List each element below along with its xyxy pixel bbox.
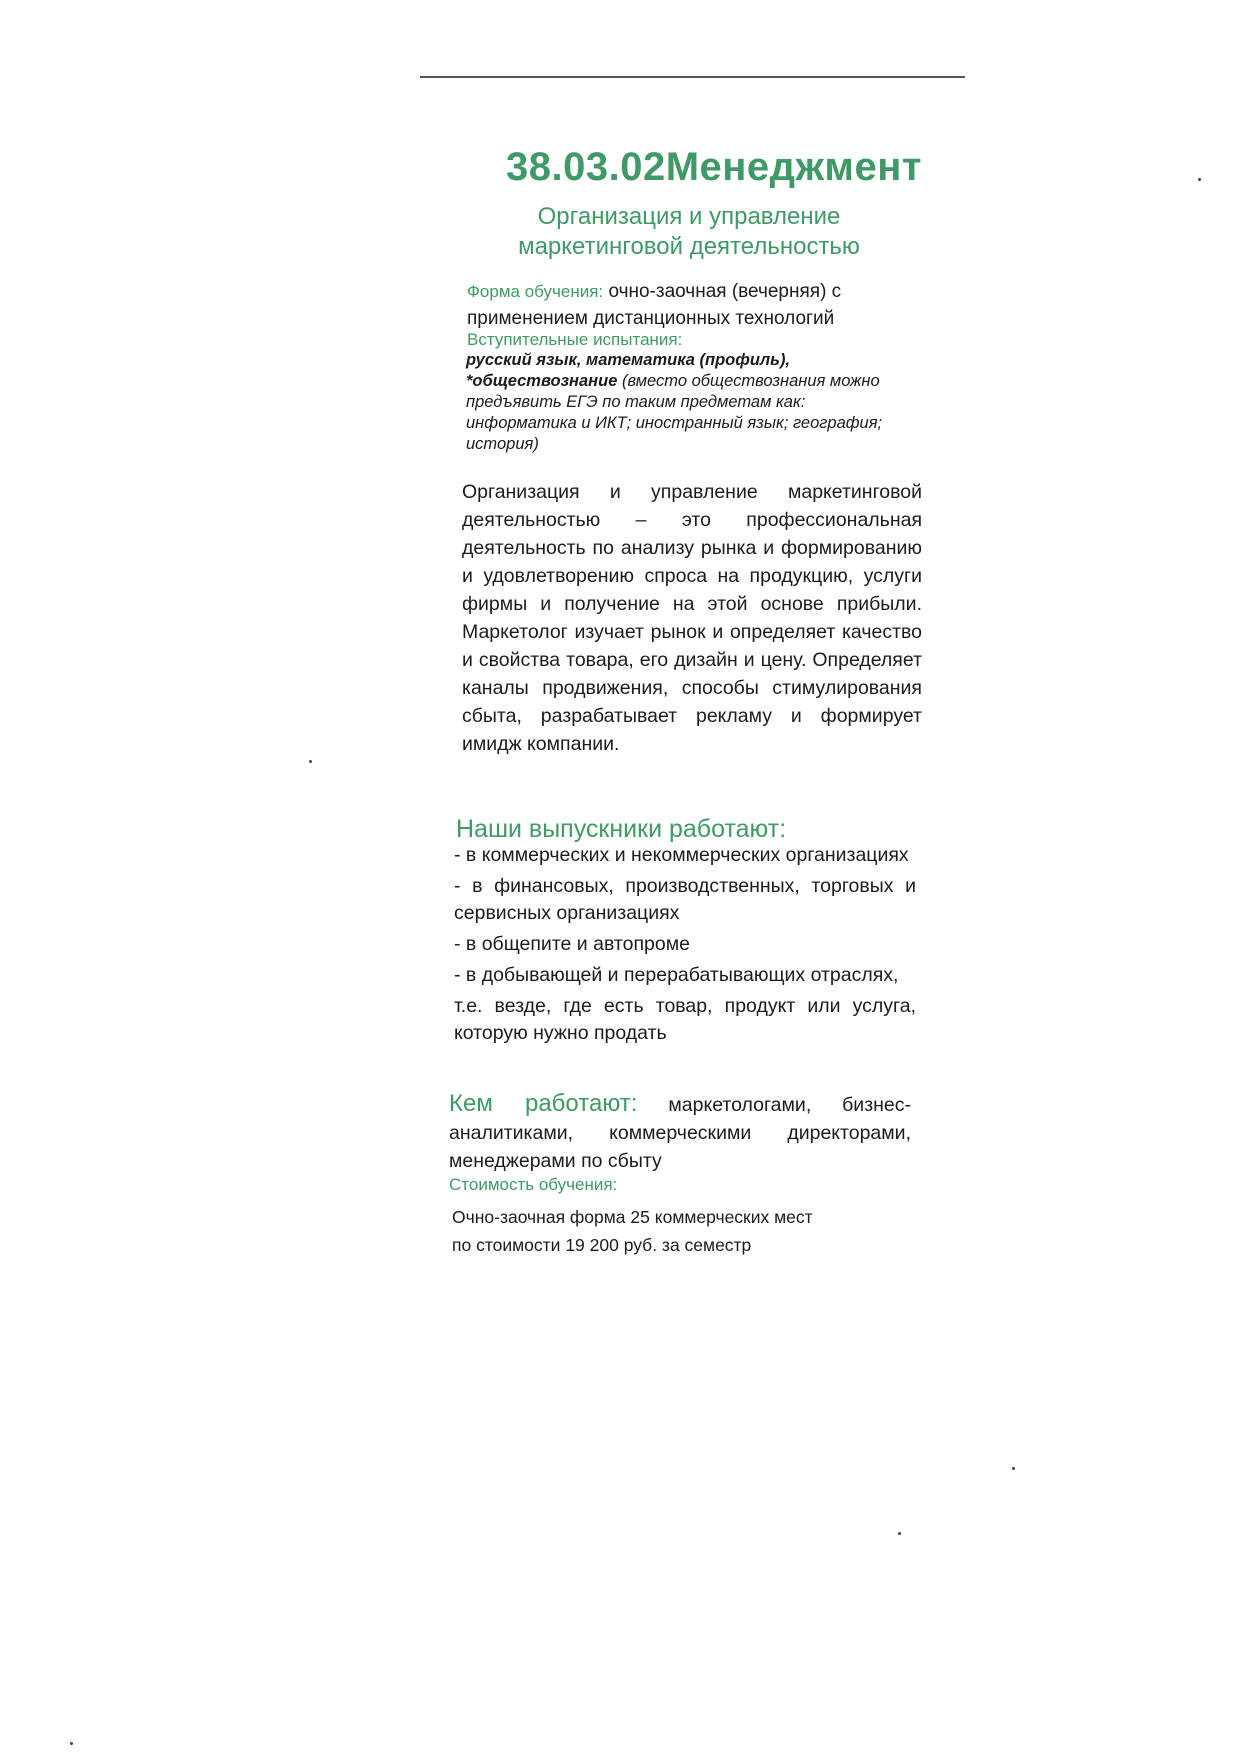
description-text: Организация и управление маркетинговой деятельностью – это профессиональная деятельность по анализу рынка и формированию и удовлетворению спроса на продукцию, услуги фирмы и получение на этой основе прибыли. Маркетолог изучает рынок и определяет качество и свойства товара, его дизайн и цену. Определяет каналы продвижения, способы стимулирования сбыта, разрабатывает рекламу и формирует имидж компании.: [462, 481, 922, 755]
program-title: 38.03.02Менеджмент: [506, 145, 923, 189]
graduates-heading: Наши выпускники работают:: [456, 815, 787, 843]
exams-social: *обществознание: [466, 372, 618, 390]
study-form-value: очно-заочная (вечерняя) с применением дистанционных технологий: [467, 281, 842, 329]
careers-label: Кем работают:: [449, 1090, 638, 1117]
study-form-label: Форма обучения:: [467, 282, 604, 301]
study-form: [467, 278, 907, 332]
scan-speck: [70, 1742, 73, 1745]
cost-line-2: по стоимости 19 200 руб. за семестр: [452, 1235, 752, 1255]
exams-required: русский язык, математика (профиль),: [466, 351, 791, 369]
subtitle-line-1: Организация и управление: [537, 203, 841, 230]
cost-label: Стоимость обучения:: [449, 1175, 618, 1194]
scan-speck: [1012, 1467, 1015, 1470]
subtitle-line-2: маркетинговой деятельностью: [518, 233, 860, 260]
scan-speck: [309, 760, 312, 763]
list-item: - в общепите и автопроме: [454, 933, 690, 955]
graduates-list: [454, 842, 916, 1051]
list-item: - в финансовых, производственных, торговых и сервисных организациях: [454, 875, 916, 924]
exams-note: (вместо обществознания можно предъявить ЕГЭ по таким предметам как: информатика и ИКТ; иностранный язык; география; история): [466, 372, 883, 453]
program-description: [462, 478, 922, 758]
scan-speck: [1198, 178, 1201, 181]
careers: [449, 1090, 911, 1175]
list-item: - в коммерческих и некоммерческих организациях: [454, 844, 909, 866]
program-subtitle: [464, 202, 914, 262]
scan-speck: [898, 1532, 901, 1535]
cost-text: [452, 1203, 892, 1259]
top-rule: [420, 76, 965, 78]
exams-label: Вступительные испытания:: [467, 330, 683, 349]
list-item: т.е. везде, где есть товар, продукт или услуга, которую нужно продать: [454, 995, 916, 1044]
exams-text: [466, 350, 916, 455]
list-item: - в добывающей и перерабатывающих отраслях,: [454, 964, 899, 986]
careers-value: маркетологами, бизнес-аналитиками, коммерческими директорами, менеджерами по сбыту: [449, 1094, 912, 1172]
cost-line-1: Очно-заочная форма 25 коммерческих мест: [452, 1207, 813, 1227]
